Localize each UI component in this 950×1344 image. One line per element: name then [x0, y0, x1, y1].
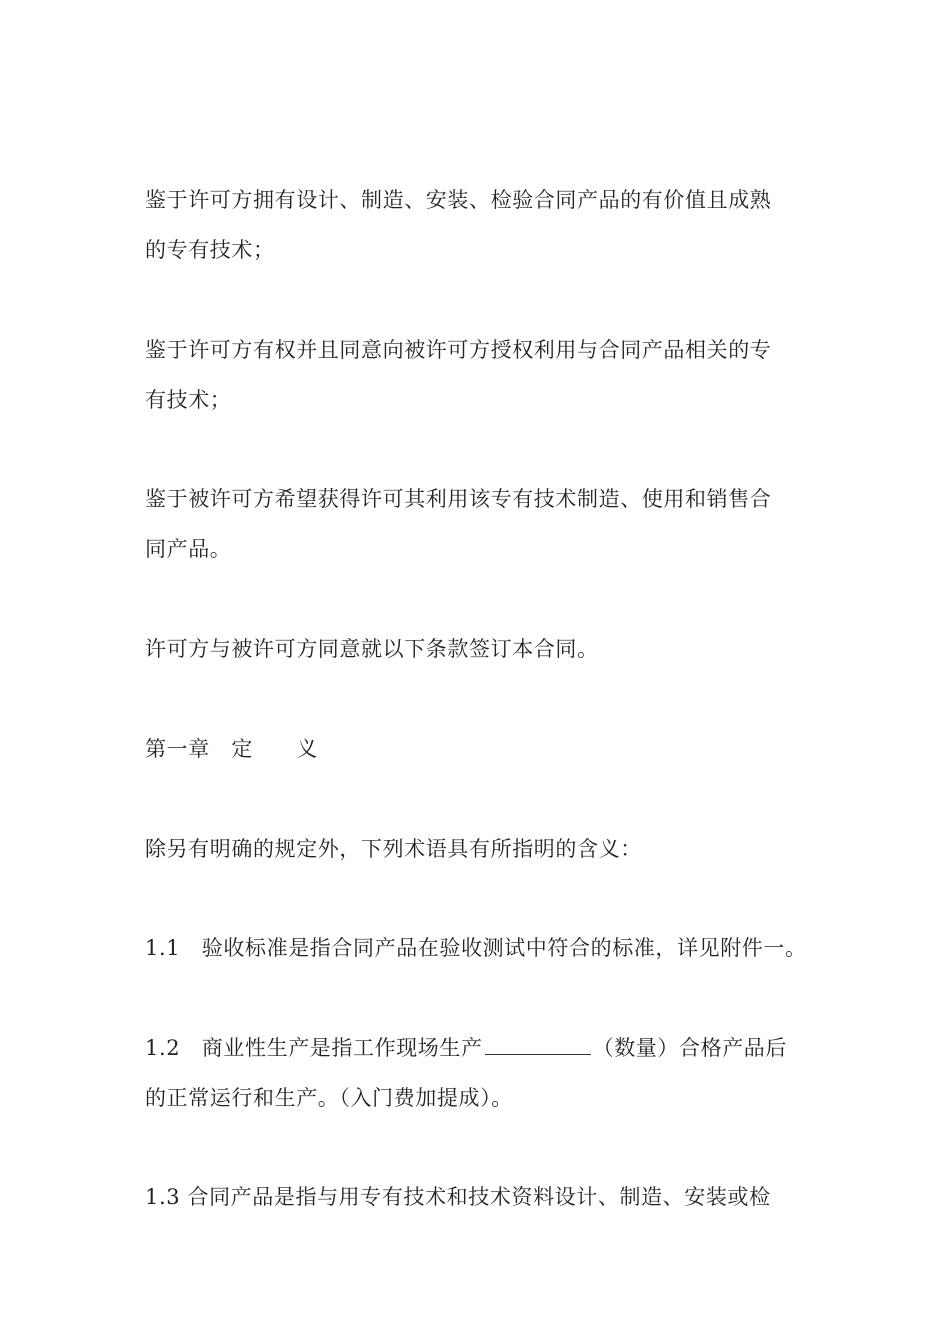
clause-1-2-text-after-blank: （数量）合格产品后	[592, 1036, 788, 1060]
definitions-intro: 除另有明确的规定外，下列术语具有所指明的含义：	[145, 837, 642, 861]
recital-2-line-2: 有技术；	[145, 388, 232, 412]
clause-1-3-line-1: 1.3 合同产品是指与用专有技术和技术资料设计、制造、安装或检	[145, 1185, 771, 1209]
recital-1-line-2: 的专有技术；	[145, 238, 275, 262]
clause-1-2-text-before-blank: 1.2 商业性生产是指工作现场生产	[145, 1036, 483, 1060]
clause-1-2-line-2: 的正常运行和生产。（入门费加提成）。	[145, 1086, 513, 1110]
fill-in-blank-quantity	[485, 1034, 591, 1055]
recital-3-line-1: 鉴于被许可方希望获得许可其利用该专有技术制造、使用和销售合	[145, 487, 772, 511]
recital-3-line-2: 同产品。	[145, 537, 232, 561]
recital-1-line-1: 鉴于许可方拥有设计、制造、安装、检验合同产品的有价值且成熟	[145, 188, 772, 212]
agreement-statement: 许可方与被许可方同意就以下条款签订本合同。	[145, 637, 599, 661]
clause-1-2-line-1	[145, 1033, 787, 1063]
chapter-heading: 第一章 定 义	[145, 737, 318, 761]
clause-1-1: 1.1 验收标准是指合同产品在验收测试中符合的标准，详见附件一。	[145, 936, 807, 960]
recital-2-line-1: 鉴于许可方有权并且同意向被许可方授权利用与合同产品相关的专	[145, 338, 772, 362]
